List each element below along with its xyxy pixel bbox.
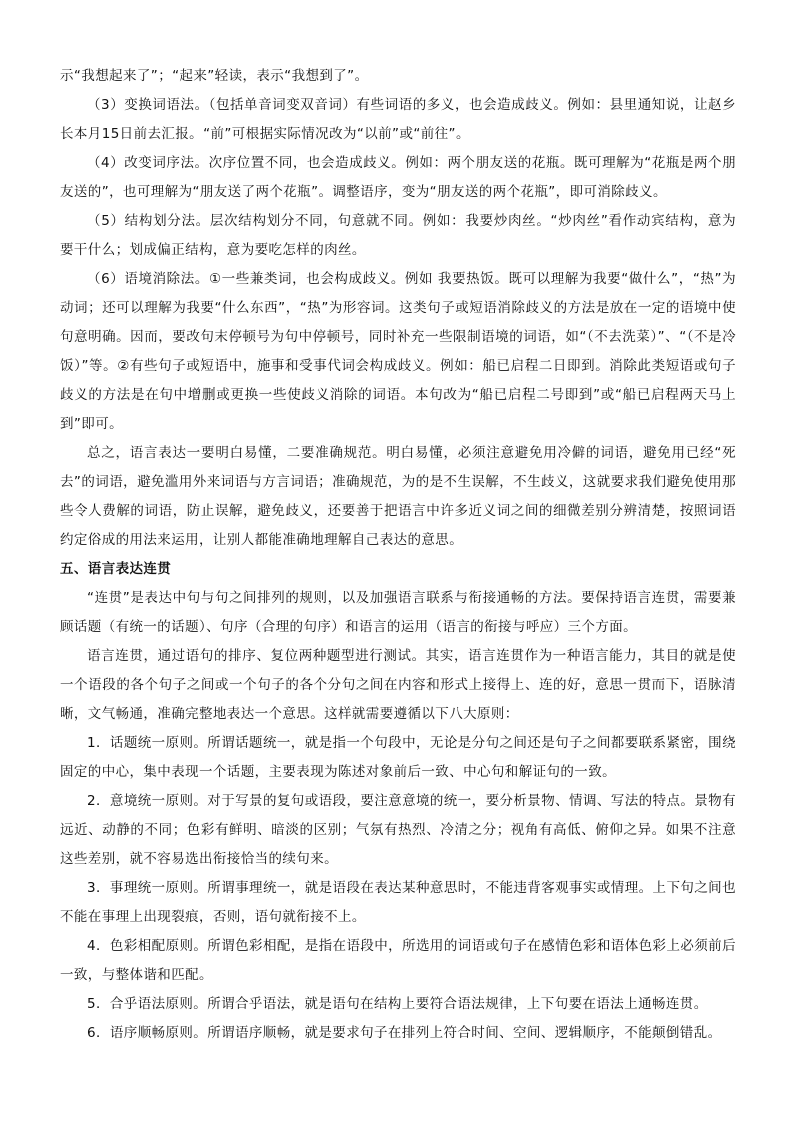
- paragraph-summary: 总之，语言表达一要明白易懂，二要准确规范。明白易懂，必须注意避免用冷僻的词语，避免用已经“死去”的词语，避免滥用外来词语与方言词语；准确规范，为的是不生误解，不生歧义，这就要求我们避免使用那些令人费解的词语，防止误解，避免歧义，还要善于把语言中许多近义词之间的细微差别分辨清楚，按照词语约定俗成的用法来运用，让别人都能准确地理解自己表达的意思。: [60, 445, 736, 548]
- paragraph-coherence-definition: “连贯”是表达中句与句之间排列的规则，以及加强语言联系与衔接通畅的方法。要保持语言连贯，需要兼顾话题（有统一的话题）、句序（合理的句序）和语言的运用（语言的衔接与呼应）三个方面。: [60, 590, 736, 635]
- paragraph-principle-2: 2．意境统一原则。对于写景的复句或语段，要注意意境的统一，要分析景物、情调、写法的特点。景物有远近、动静的不同；色彩有鲜明、暗淡的区别；气氛有热烈、冷清之分；视角有高低、俯仰之异。如果不注意这些差别，就不容易选出衔接恰当的续句来。: [60, 793, 736, 867]
- section-heading: 五、语言表达连贯: [60, 561, 172, 577]
- paragraph-continuation: 示“我想起来了”；“起来”轻读，表示“我想到了”。: [60, 68, 369, 84]
- paragraph-principle-4: 4．色彩相配原则。所谓色彩相配，是指在语段中，所选用的词语或句子在感情色彩和语体色彩上必须前后一致，与整体谐和匹配。: [60, 938, 736, 983]
- paragraph-principle-3: 3．事理统一原则。所谓事理统一，就是语段在表达某种意思时，不能违背客观事实或情理。上下句之间也不能在事理上出现裂痕，否则，语句就衔接不上。: [60, 880, 736, 925]
- paragraph-principle-6: 6．语序顺畅原则。所谓语序顺畅，就是要求句子在排列上符合时间、空间、逻辑顺序，不能颠倒错乱。: [87, 1025, 722, 1041]
- paragraph-method-6: （6）语境消除法。①一些兼类词，也会构成歧义。例如 我要热饭。既可以理解为我要“做什么”，“热”为动词；还可以理解为我要“什么东西”，“热”为形容词。这类句子或短语消除歧义的方法是放在一定的语境中使句意明确。因而，要改句末停顿号为句中停顿号，同时补充一些限制语境的词语，如“（不去洗菜）”、“（不是冷饭）”等。②有些句子或短语中，施事和受事代词会构成歧义。例如：船已启程二日即到。消除此类短语或句子歧义的方法是在句中增删或更换一些使歧义消除的词语。本句改为“船已启程二号即到”或“船已启程两天马上到”即可。: [60, 271, 736, 432]
- paragraph-method-4: （4）改变词序法。次序位置不同，也会造成歧义。例如：两个朋友送的花瓶。既可理解为“花瓶是两个朋友送的”，也可理解为“朋友送了两个花瓶”。调整语序，变为“朋友送的两个花瓶”，即可消除歧义。: [60, 155, 736, 200]
- document-body: [60, 62, 736, 1048]
- paragraph-method-5: （5）结构划分法。层次结构划分不同，句意就不同。例如：我要炒肉丝。“炒肉丝”看作动宾结构，意为要干什么；划成偏正结构，意为要吃怎样的肉丝。: [60, 213, 736, 258]
- paragraph-principle-5: 5．合乎语法原则。所谓合乎语法，就是语句在结构上要符合语法规律，上下句要在语法上通畅连贯。: [87, 996, 708, 1012]
- paragraph-principle-1: 1．话题统一原则。所谓话题统一，就是指一个句段中，无论是分句之间还是句子之间都要联系紧密，围绕固定的中心，集中表现一个话题，主要表现为陈述对象前后一致、中心句和解证句的一致。: [60, 735, 736, 780]
- paragraph-coherence-intro: 语言连贯，通过语句的排序、复位两种题型进行测试。其实，语言连贯作为一种语言能力，其目的就是使一个语段的各个句子之间或一个句子的各个分句之间在内容和形式上接得上、连的好，意思一贯而下，语脉清晰，文气畅通，准确完整地表达一个意思。这样就需要遵循以下八大原则：: [60, 648, 736, 722]
- paragraph-method-3: （3）变换词语法。（包括单音词变双音词）有些词语的多义，也会造成歧义。例如：县里通知说，让赵乡长本月15日前去汇报。“前”可根据实际情况改为“以前”或“前往”。: [60, 97, 736, 142]
